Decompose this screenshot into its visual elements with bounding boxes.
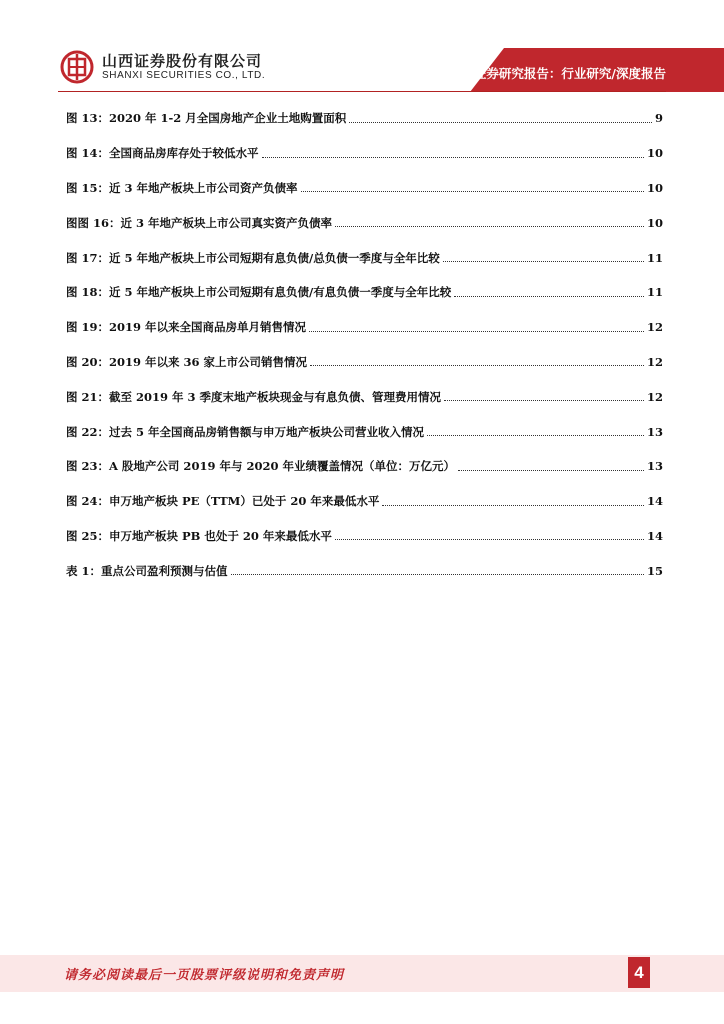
toc-leader-dots	[262, 157, 644, 158]
toc-entry-page: 9	[654, 111, 663, 126]
toc-entry-label: 图 23：A 股地产公司 2019 年与 2020 年业绩覆盖情况（单位：万亿元）	[66, 459, 455, 474]
header-divider	[58, 91, 666, 92]
report-type-label: 证券研究报告：行业研究/深度报告	[473, 66, 666, 81]
toc-entry-page: 11	[646, 250, 663, 265]
company-name-cn: 山西证券股份有限公司	[102, 52, 263, 70]
toc-entry[interactable]	[66, 519, 663, 554]
toc-leader-dots	[444, 400, 644, 401]
toc-entry[interactable]	[66, 205, 663, 240]
toc-entry-page: 15	[646, 563, 663, 578]
toc-entry-label: 图 22：过去 5 年全国商品房销售额与申万地产板块公司营业收入情况	[66, 424, 425, 439]
toc-entry-page: 12	[646, 320, 663, 335]
toc-entry[interactable]	[66, 101, 663, 136]
toc-entry[interactable]	[66, 484, 663, 519]
toc-leader-dots	[443, 261, 644, 262]
toc-leader-dots	[310, 365, 644, 366]
toc-entry[interactable]	[66, 345, 663, 380]
toc-entry-page: 13	[646, 459, 663, 474]
company-name-en: SHANXI SECURITIES CO., LTD.	[102, 70, 266, 81]
toc-leader-dots	[458, 470, 644, 471]
toc-entry-label: 图 18：近 5 年地产板块上市公司短期有息负债/有息负债一季度与全年比较	[66, 285, 452, 300]
toc-entry[interactable]	[66, 414, 663, 449]
toc-leader-dots	[427, 435, 644, 436]
toc-entry-page: 12	[646, 389, 663, 404]
toc-leader-dots	[454, 296, 644, 297]
toc-entry-page: 10	[646, 146, 663, 161]
toc-entry[interactable]	[66, 136, 663, 171]
toc-entry[interactable]	[66, 310, 663, 345]
toc-entry[interactable]	[66, 171, 663, 206]
toc-entry-label: 图 14：全国商品房库存处于较低水平	[66, 146, 259, 161]
toc-entry-page: 12	[646, 354, 663, 369]
toc-leader-dots	[301, 191, 644, 192]
toc-entry-label: 图 20：2019 年以来 36 家上市公司销售情况	[66, 354, 308, 369]
toc-entry-page: 13	[646, 424, 663, 439]
toc-leader-dots	[231, 574, 644, 575]
toc-entry-page: 14	[646, 494, 663, 509]
toc-leader-dots	[309, 331, 644, 332]
toc-entry[interactable]	[66, 379, 663, 414]
page-header	[0, 0, 724, 90]
toc-entry-label: 表 1：重点公司盈利预测与估值	[66, 563, 228, 578]
toc-entry[interactable]	[66, 553, 663, 588]
toc-entry[interactable]	[66, 275, 663, 310]
footer-disclaimer: 请务必阅读最后一页股票评级说明和免责声明	[64, 968, 345, 983]
toc-entry-label: 图图 16：近 3 年地产板块上市公司真实资产负债率	[66, 215, 333, 230]
toc-entry-label: 图 25：申万地产板块 PB 也处于 20 年来最低水平	[66, 528, 332, 543]
toc-entry[interactable]	[66, 240, 663, 275]
toc-entry-label: 图 15：近 3 年地产板块上市公司资产负债率	[66, 180, 298, 195]
toc-entry-label: 图 19：2019 年以来全国商品房单月销售情况	[66, 320, 307, 335]
toc-entry-label: 图 21：截至 2019 年 3 季度末地产板块现金与有息负债、管理费用情况	[66, 389, 442, 404]
toc-entry-page: 10	[646, 215, 663, 230]
toc-leader-dots	[335, 226, 644, 227]
toc-entry-page: 11	[646, 285, 663, 300]
page-number: 4	[628, 957, 650, 988]
toc-entry-label: 图 24：申万地产板块 PE（TTM）已处于 20 年来最低水平	[66, 494, 380, 509]
toc-entry-page: 14	[646, 528, 663, 543]
toc-leader-dots	[349, 122, 652, 123]
toc-entry-page: 10	[646, 180, 663, 195]
toc-leader-dots	[382, 505, 644, 506]
toc-entry-label: 图 17：近 5 年地产板块上市公司短期有息负债/总负债一季度与全年比较	[66, 250, 440, 265]
toc-entry-label: 图 13：2020 年 1-2 月全国房地产企业土地购置面积	[66, 111, 347, 126]
toc-entry[interactable]	[66, 449, 663, 484]
toc-leader-dots	[335, 539, 644, 540]
table-of-figures	[66, 101, 663, 588]
